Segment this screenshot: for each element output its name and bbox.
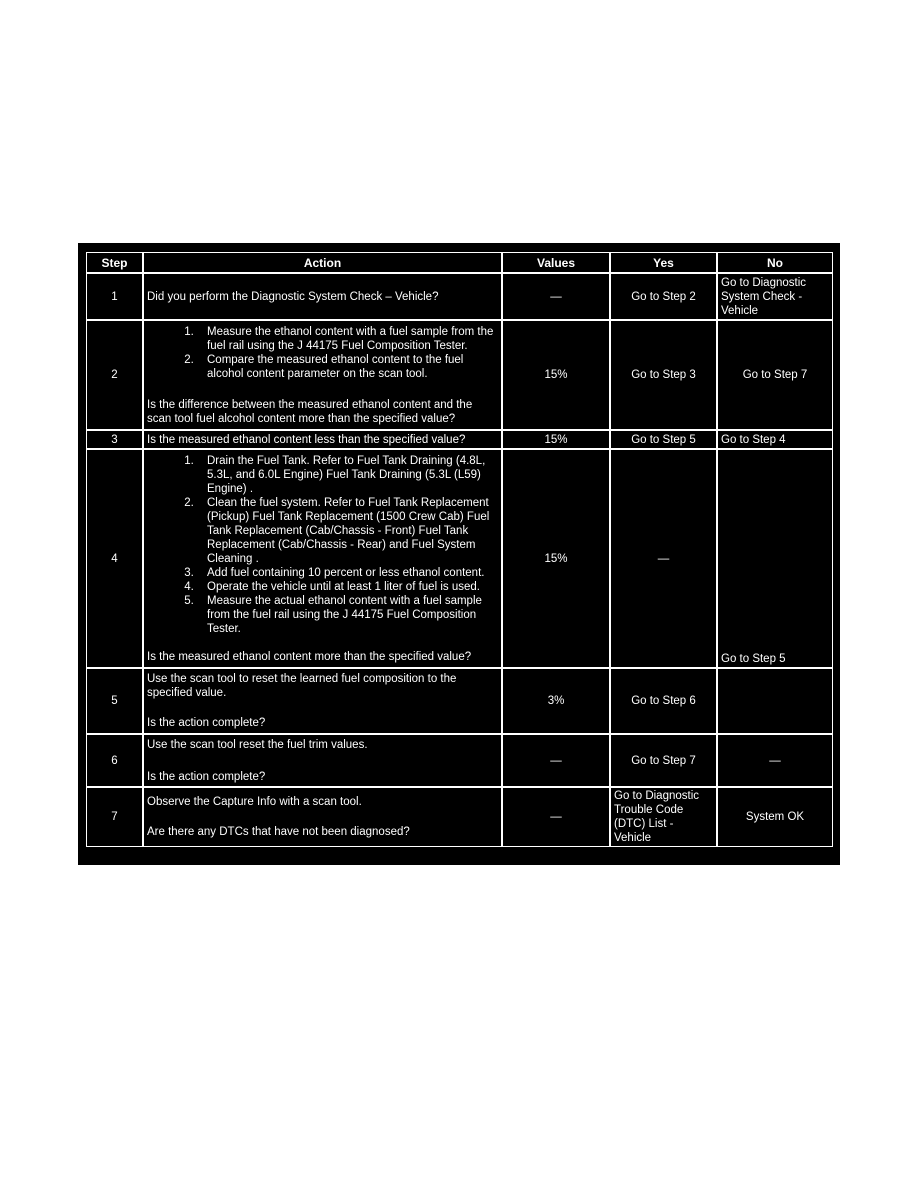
no-cell: —: [717, 734, 833, 787]
step-number: 6: [86, 734, 143, 787]
header-step: Step: [86, 252, 143, 273]
action-text: Is the measured ethanol content less than the specified value?: [143, 430, 502, 449]
procedure-item: 1. Drain the Fuel Tank. Refer to Fuel Tank Draining (4.8L, 5.3L, and 6.0L Engine) Fuel Tank Draining (5.3L (L59) Engine) .: [197, 454, 498, 496]
step-number: 4: [86, 449, 143, 668]
value-cell: 3%: [502, 668, 610, 734]
value-cell: 15%: [502, 320, 610, 430]
action-cell: [143, 787, 502, 847]
no-cell: [717, 668, 833, 734]
table-header-row: [86, 252, 833, 273]
yes-cell: Go to Step 3: [610, 320, 717, 430]
diagnostic-table: [86, 252, 833, 847]
header-action: Action: [143, 252, 502, 273]
diagnostic-table-panel: [78, 243, 840, 865]
yes-cell: Go to Step 5: [610, 430, 717, 449]
action-cell: [143, 449, 502, 668]
yes-cell: Go to Step 7: [610, 734, 717, 787]
procedure-item: 2. Clean the fuel system. Refer to Fuel Tank Replacement (Pickup) Fuel Tank Replacement (1500 Crew Cab) Fuel Tank Replacement (Cab/Chassis - Front) Fuel Tank Replacement (Cab/Chassis - Rear) and Fuel System Cleaning .: [197, 496, 498, 566]
no-cell: Go to Step 4: [717, 430, 833, 449]
table-row: [86, 734, 833, 787]
value-cell: —: [502, 734, 610, 787]
step-number: 7: [86, 787, 143, 847]
action-cell: [143, 668, 502, 734]
action-text: Use the scan tool reset the fuel trim values.: [147, 738, 368, 751]
action-question: Is the action complete?: [147, 717, 266, 729]
value-cell: —: [502, 787, 610, 847]
table-row: [86, 787, 833, 847]
action-text: Observe the Capture Info with a scan tool.: [147, 796, 362, 808]
value-cell: 15%: [502, 449, 610, 668]
action-text: Did you perform the Diagnostic System Check – Vehicle?: [143, 273, 502, 320]
procedure-item: 2. Compare the measured ethanol content to the fuel alcohol content parameter on the scan tool.: [197, 353, 498, 381]
no-cell: Go to Step 5: [717, 449, 833, 668]
procedure-item: 1. Measure the ethanol content with a fuel sample from the fuel rail using the J 44175 Fuel Composition Tester.: [197, 325, 498, 353]
yes-cell: —: [610, 449, 717, 668]
header-values: Values: [502, 252, 610, 273]
table-row: [86, 320, 833, 430]
yes-cell: Go to Diagnostic Trouble Code (DTC) List - Vehicle: [610, 787, 717, 847]
no-cell: Go to Diagnostic System Check - Vehicle: [717, 273, 833, 320]
procedure-item: 3. Add fuel containing 10 percent or less ethanol content.: [197, 566, 498, 580]
procedure-list: [147, 325, 498, 381]
no-cell: Go to Step 7: [717, 320, 833, 430]
action-question: Are there any DTCs that have not been diagnosed?: [147, 826, 410, 838]
step-number: 5: [86, 668, 143, 734]
procedure-item: 4. Operate the vehicle until at least 1 liter of fuel is used.: [197, 580, 498, 594]
action-text: Use the scan tool to reset the learned fuel composition to the specified value.: [147, 673, 457, 699]
procedure-item: 5. Measure the actual ethanol content with a fuel sample from the fuel rail using the J 44175 Fuel Composition Tester.: [197, 594, 498, 636]
action-question: Is the measured ethanol content more than the specified value?: [147, 650, 472, 663]
step-number: 2: [86, 320, 143, 430]
header-no: No: [717, 252, 833, 273]
action-question: Is the action complete?: [147, 770, 266, 783]
action-question: Is the difference between the measured ethanol content and the scan tool fuel alcohol content more than the specified value?: [147, 398, 473, 425]
value-cell: —: [502, 273, 610, 320]
action-cell: [143, 734, 502, 787]
table-row: [86, 668, 833, 734]
header-yes: Yes: [610, 252, 717, 273]
step-number: 3: [86, 430, 143, 449]
step-number: 1: [86, 273, 143, 320]
yes-cell: Go to Step 2: [610, 273, 717, 320]
table-row: [86, 273, 833, 320]
value-cell: 15%: [502, 430, 610, 449]
action-cell: [143, 320, 502, 430]
procedure-list: [147, 454, 498, 636]
yes-cell: Go to Step 6: [610, 668, 717, 734]
table-row: [86, 449, 833, 668]
no-cell: System OK: [717, 787, 833, 847]
table-row: [86, 430, 833, 449]
